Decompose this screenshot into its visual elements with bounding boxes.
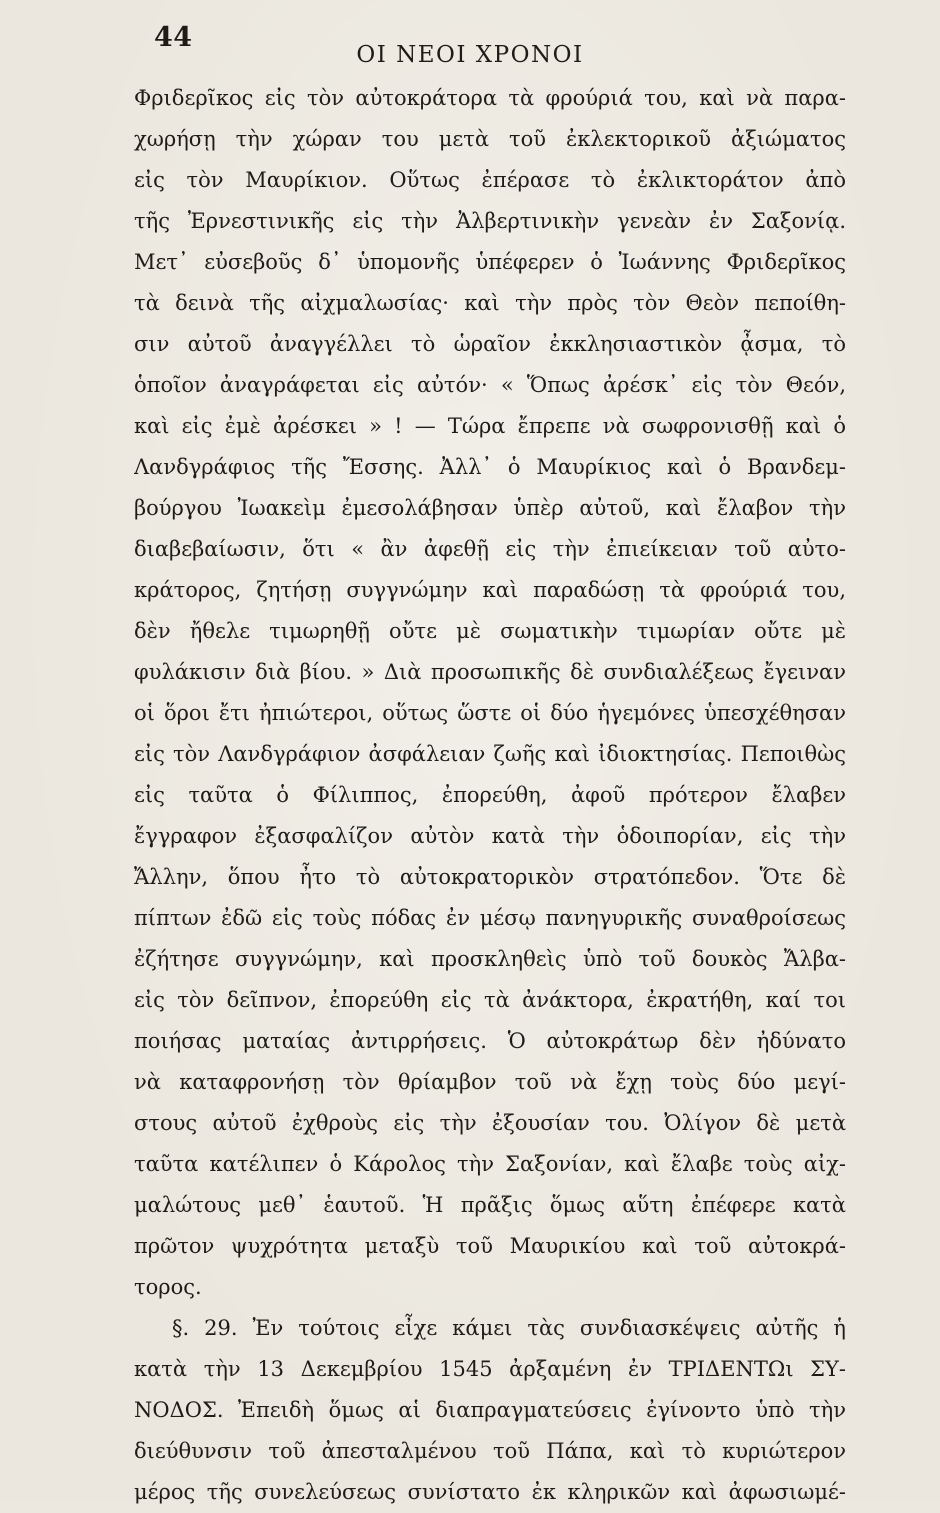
- text-line: τῆς Ἐρνεστινικῆς εἰς τὴν Ἀλβερτινικὴν γενεὰν ἐν Σαξονίᾳ.: [134, 209, 846, 233]
- text-line: εἰς ταῦτα ὁ Φίλιππος, ἐπορεύθη, ἀφοῦ πρότερον ἔλαβεν: [134, 783, 846, 807]
- text-line: τὰ δεινὰ τῆς αἰχμαλωσίας· καὶ τὴν πρὸς τὸν Θεὸν πεποίθη-: [134, 291, 846, 315]
- body-text: [134, 78, 846, 1513]
- text-line: σιν αὐτοῦ ἀναγγέλλει τὸ ὡραῖον ἐκκλησιαστικὸν ᾆσμα, τὸ: [134, 332, 846, 356]
- text-line: κράτορος, ζητήσῃ συγγνώμην καὶ παραδώσῃ τὰ φρούριά του,: [134, 578, 846, 602]
- text-line: χωρήσῃ τὴν χώραν του μετὰ τοῦ ἐκλεκτορικοῦ ἀξιώματος: [134, 127, 846, 151]
- text-line: εἰς τὸν Μαυρίκιον. Οὕτως ἐπέρασε τὸ ἐκλικτοράτον ἀπὸ: [134, 168, 846, 192]
- text-line: μέρος τῆς συνελεύσεως συνίστατο ἐκ κληρικῶν καὶ ἀφωσιωμέ-: [134, 1480, 846, 1504]
- text-line: ΝΟΔΟΣ. Ἐπειδὴ ὅμως αἱ διαπραγματεύσεις ἐγίνοντο ὑπὸ τὴν: [134, 1398, 846, 1422]
- text-line: διεύθυνσιν τοῦ ἀπεσταλμένου τοῦ Πάπα, καὶ τὸ κυριώτερον: [134, 1439, 846, 1463]
- text-line: φυλάκισιν διὰ βίου. » Διὰ προσωπικῆς δὲ συνδιαλέξεως ἔγειναν: [134, 660, 846, 684]
- text-line: διαβεβαίωσιν, ὅτι « ἂν ἀφεθῇ εἰς τὴν ἐπιείκειαν τοῦ αὐτο-: [134, 537, 846, 561]
- section-start-line: §. 29. Ἐν τούτοις εἶχε κάμει τὰς συνδιασκέψεις αὐτῆς ἡ: [172, 1316, 846, 1340]
- text-line: οἱ ὅροι ἔτι ἠπιώτεροι, οὕτως ὥστε οἱ δύο ἡγεμόνες ὑπεσχέθησαν: [134, 701, 846, 725]
- text-line: μαλώτους μεθ᾽ ἑαυτοῦ. Ἡ πρᾶξις ὅμως αὕτη ἐπέφερε κατὰ: [134, 1193, 846, 1217]
- running-title: ΟΙ ΝΕΟΙ ΧΡΟΝΟΙ: [356, 42, 584, 68]
- page-header: [0, 22, 940, 72]
- text-line: κατὰ τὴν 13 Δεκεμβρίου 1545 ἀρξαμένη ἐν ΤΡΙΔΕΝΤΩι ΣΥ-: [134, 1357, 846, 1381]
- text-line: εἰς τὸν δεῖπνον, ἐπορεύθη εἰς τὰ ἀνάκτορα, ἐκρατήθη, καί τοι: [134, 988, 846, 1012]
- paragraph-end-line: τορος.: [134, 1275, 202, 1299]
- page-number: 44: [154, 22, 193, 53]
- text-line: Μετ᾽ εὐσεβοῦς δ᾽ ὑπομονῆς ὑπέφερεν ὁ Ἰωάννης Φριδερῖκος: [134, 250, 846, 274]
- text-line: βούργου Ἰωακεὶμ ἐμεσολάβησαν ὑπὲρ αὐτοῦ, καὶ ἔλαβον τὴν: [134, 496, 846, 520]
- text-line: πίπτων ἐδῶ εἰς τοὺς πόδας ἐν μέσῳ πανηγυρικῆς συναθροίσεως: [134, 906, 846, 930]
- text-line: δὲν ἤθελε τιμωρηθῇ οὔτε μὲ σωματικὴν τιμωρίαν οὔτε μὲ: [134, 619, 846, 643]
- text-line: νὰ καταφρονήσῃ τὸν θρίαμβον τοῦ νὰ ἔχῃ τοὺς δύο μεγί-: [134, 1070, 846, 1094]
- text-line: Λανδγράφιος τῆς Ἔσσης. Ἀλλ᾽ ὁ Μαυρίκιος καὶ ὁ Βρανδεμ-: [134, 455, 846, 479]
- text-line: Φριδερῖκος εἰς τὸν αὐτοκράτορα τὰ φρούριά του, καὶ νὰ παρα-: [134, 86, 846, 110]
- text-line: ταῦτα κατέλιπεν ὁ Κάρολος τὴν Σαξονίαν, καὶ ἔλαβε τοὺς αἰχ-: [134, 1152, 846, 1176]
- text-line: ἔγγραφον ἐξασφαλίζον αὐτὸν κατὰ τὴν ὁδοιπορίαν, εἰς τὴν: [134, 824, 846, 848]
- text-line: ἐζήτησε συγγνώμην, καὶ προσκληθεὶς ὑπὸ τοῦ δουκὸς Ἄλβα-: [134, 947, 846, 971]
- text-line: εἰς τὸν Λανδγράφιον ἀσφάλειαν ζωῆς καὶ ἰδιοκτησίας. Πεποιθὼς: [134, 742, 846, 766]
- text-line: καὶ εἰς ἐμὲ ἀρέσκει » ! — Τώρα ἔπρεπε νὰ σωφρονισθῇ καὶ ὁ: [134, 414, 846, 438]
- text-line: ὁποῖον ἀναγράφεται εἰς αὐτόν· « Ὅπως ἀρέσκ᾽ εἰς τὸν Θεόν,: [134, 373, 846, 397]
- text-line: πρῶτον ψυχρότητα μεταξὺ τοῦ Μαυρικίου καὶ τοῦ αὐτοκρά-: [134, 1234, 846, 1258]
- text-line: Ἄλλην, ὅπου ἦτο τὸ αὐτοκρατορικὸν στρατόπεδον. Ὅτε δὲ: [134, 865, 846, 889]
- text-line: στους αὐτοῦ ἐχθροὺς εἰς τὴν ἐξουσίαν του. Ὀλίγον δὲ μετὰ: [134, 1111, 846, 1135]
- text-line: ποιήσας ματαίας ἀντιρρήσεις. Ὁ αὐτοκράτωρ δὲν ἠδύνατο: [134, 1029, 846, 1053]
